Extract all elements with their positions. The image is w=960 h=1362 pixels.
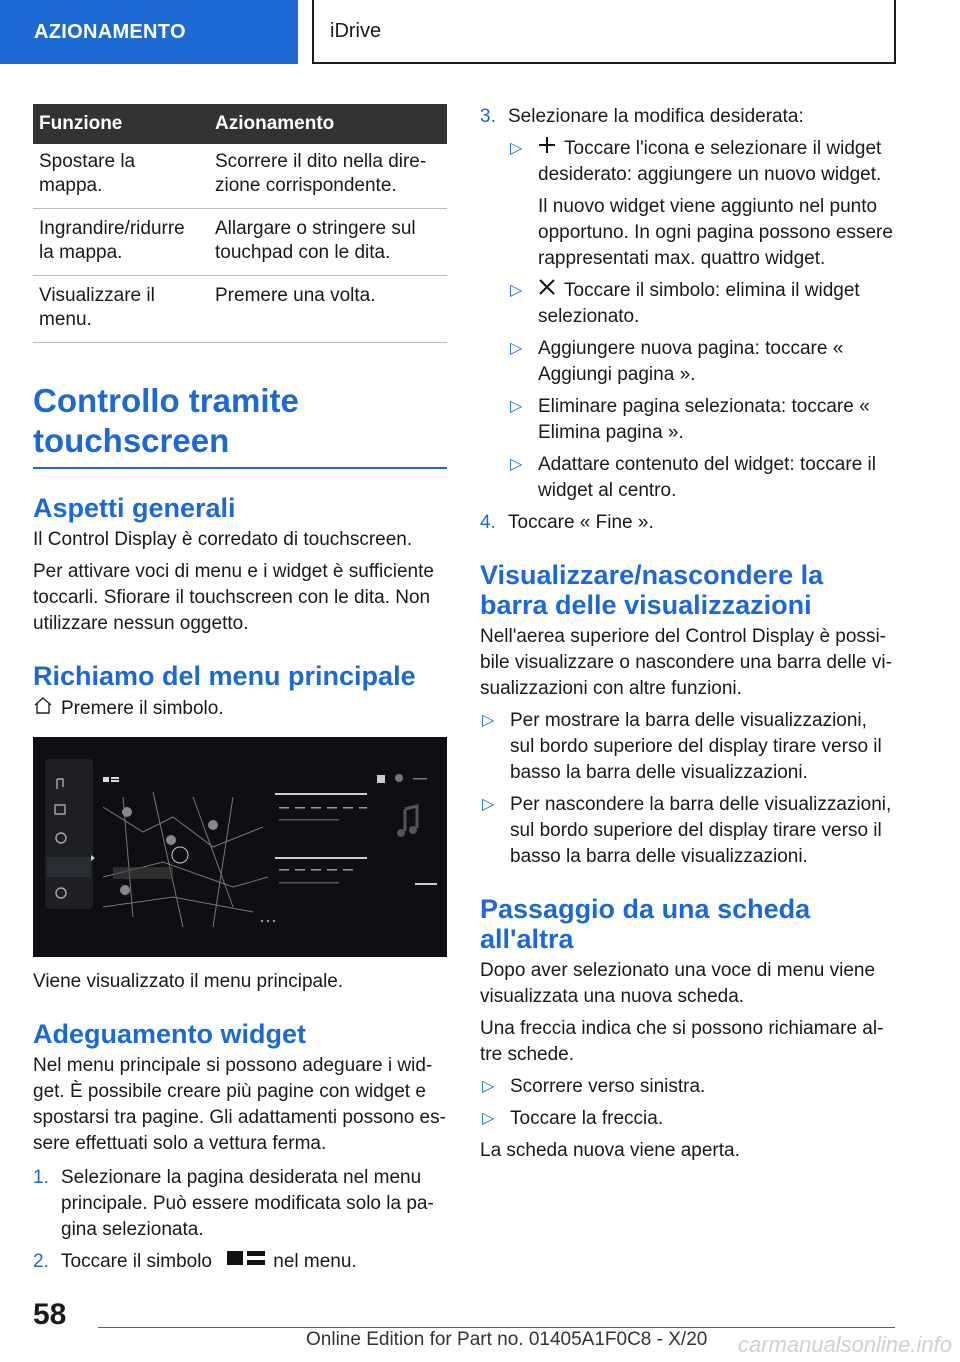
list-item	[480, 708, 896, 786]
page-number: 58	[33, 1298, 67, 1331]
paragraph: Il Control Display è corredato di touchscreen.	[33, 529, 413, 550]
list-item	[508, 394, 896, 446]
subheading-tabs: Passaggio da una scheda all'altra	[480, 894, 811, 955]
paragraph: Una freccia indica che si possono richiamare al-tre schede.	[480, 1018, 884, 1066]
table-cell: Spostare la mappa.	[33, 144, 209, 209]
bullet-triangle-icon: ▷	[482, 712, 495, 730]
option-list	[508, 136, 896, 504]
paragraph: Nell'aerea superiore del Control Display è possi-bile visualizzare o nascondere una barra delle vi-sualizzazioni con altre funzioni.	[480, 626, 892, 700]
section-heading: Controllo tramite touchscreen	[33, 381, 447, 469]
left-column	[33, 104, 447, 1281]
paragraph: Il nuovo widget viene aggiunto nel punto opportuno. In ogni pagina possono essere rappresentati max. quattro widget.	[538, 196, 893, 270]
watermark: carmanualsonline.info	[737, 1332, 952, 1357]
bullet-triangle-icon: ▷	[510, 398, 523, 416]
table-row	[33, 144, 447, 209]
bullet-text: Scorrere verso sinistra.	[510, 1076, 706, 1098]
step-text: Toccare « Fine ».	[508, 512, 654, 534]
home-icon	[33, 695, 53, 723]
list-item	[33, 1165, 447, 1243]
bullet-text: Adattare contenuto del widget: toccare il widget al centro.	[538, 454, 876, 502]
subheading-general: Aspetti generali	[33, 493, 236, 523]
bullet-text: Eliminare pagina selezionata: toccare « Elimina pagina ».	[538, 396, 870, 444]
subheading-bar: Visualizzare/nascondere la barra delle visualizzazioni	[480, 560, 824, 621]
paragraph: La scheda nuova viene aperta.	[480, 1140, 740, 1162]
table-cell: Premere una volta.	[209, 276, 447, 343]
widget-steps-final	[480, 510, 896, 536]
edition-note: Online Edition for Part no. 01405A1F0C8 - X/20	[306, 1329, 708, 1350]
list-item	[480, 1074, 896, 1100]
bullet-text: Per mostrare la barra delle visualizzazioni, sul bordo superiore del display tirare verso il basso la barra delle visualizzazioni.	[510, 710, 882, 784]
bullet-triangle-icon: ▷	[510, 456, 523, 474]
function-table	[33, 104, 447, 343]
bullet-text: Aggiungere nuova pagina: toccare « Aggiungi pagina ».	[538, 338, 844, 386]
table-row	[33, 276, 447, 343]
list-item	[508, 336, 896, 388]
table-cell: Visualizzare il menu.	[33, 276, 209, 343]
paragraph: Nel menu principale si possono adeguare i wid-get. È possibile creare più pagine con widget e spostarsi tra pagine. Gli adattamenti possono es-sere effettuati solo a vettura ferma.	[33, 1055, 446, 1154]
bullet-triangle-icon: ▷	[510, 340, 523, 358]
bullet-text: Toccare il simbolo: elimina il widget selezionato.	[538, 280, 860, 328]
list-item	[480, 1106, 896, 1132]
subheading-main-menu: Richiamo del menu principale	[33, 661, 416, 691]
table-cell: Allargare o stringere sul touchpad con le dita.	[209, 209, 447, 276]
list-item	[508, 278, 896, 330]
paragraph: Dopo aver selezionato una voce di menu viene visualizzata una nuova scheda.	[480, 960, 876, 1008]
list-item	[480, 104, 896, 130]
bullet-triangle-icon: ▷	[510, 140, 523, 157]
widget-steps	[33, 1165, 447, 1275]
main-menu-screenshot	[33, 737, 447, 957]
step-number: 3.	[480, 106, 496, 127]
right-column	[480, 104, 896, 1170]
step-text: nel menu.	[273, 1251, 357, 1273]
home-instruction	[33, 695, 447, 723]
table-cell: Ingrandire/ridurre la mappa.	[33, 209, 209, 276]
close-icon	[538, 278, 556, 304]
bullet-text: Toccare la freccia.	[510, 1108, 664, 1130]
table-header-function: Funzione	[33, 104, 209, 144]
home-instruction-text: Premere il simbolo.	[61, 698, 224, 719]
bullet-text: Toccare l'icona e selezionare il widget desiderato: aggiungere un nuovo widget.	[538, 138, 882, 186]
bullet-triangle-icon: ▷	[482, 1078, 495, 1096]
bullet-triangle-icon: ▷	[510, 282, 523, 300]
list-item	[480, 792, 896, 870]
menu-edit-icon	[227, 1249, 265, 1275]
step-number: 2.	[33, 1251, 49, 1272]
footer-divider	[98, 1327, 895, 1328]
table-cell: Scorrere il dito nella dire-zione corrispondente.	[209, 144, 447, 209]
list-item	[508, 452, 896, 504]
step-number: 1.	[33, 1167, 49, 1188]
step-number: 4.	[480, 512, 496, 534]
step-text: Selezionare la modifica desiderata:	[508, 106, 804, 127]
plus-icon	[538, 136, 556, 162]
bullet-triangle-icon: ▷	[482, 796, 495, 814]
list-item	[508, 136, 896, 188]
step-text: Selezionare la pagina desiderata nel menu principale. Può essere modificata solo la pa-gina selezionata.	[61, 1167, 434, 1240]
table-row	[33, 209, 447, 276]
section-tab: AZIONAMENTO	[0, 0, 298, 64]
widget-steps-continued	[480, 104, 896, 130]
step-text: Toccare il simbolo	[61, 1251, 212, 1273]
topic-tab: iDrive	[312, 0, 896, 64]
paragraph: Viene visualizzato il menu principale.	[33, 971, 344, 992]
table-header-operation: Azionamento	[209, 104, 447, 144]
list-item	[33, 1249, 447, 1275]
paragraph: Per attivare voci di menu e i widget è sufficiente toccarli. Sfiorare il touchscreen con le dita. Non utilizzare nessun oggetto.	[33, 561, 434, 634]
subheading-widget: Adeguamento widget	[33, 1019, 307, 1049]
bullet-text: Per nascondere la barra delle visualizzazioni, sul bordo superiore del display tirare verso il basso la barra delle visualizzazioni.	[510, 794, 892, 868]
bullet-triangle-icon: ▷	[482, 1110, 495, 1128]
list-item	[480, 510, 896, 536]
